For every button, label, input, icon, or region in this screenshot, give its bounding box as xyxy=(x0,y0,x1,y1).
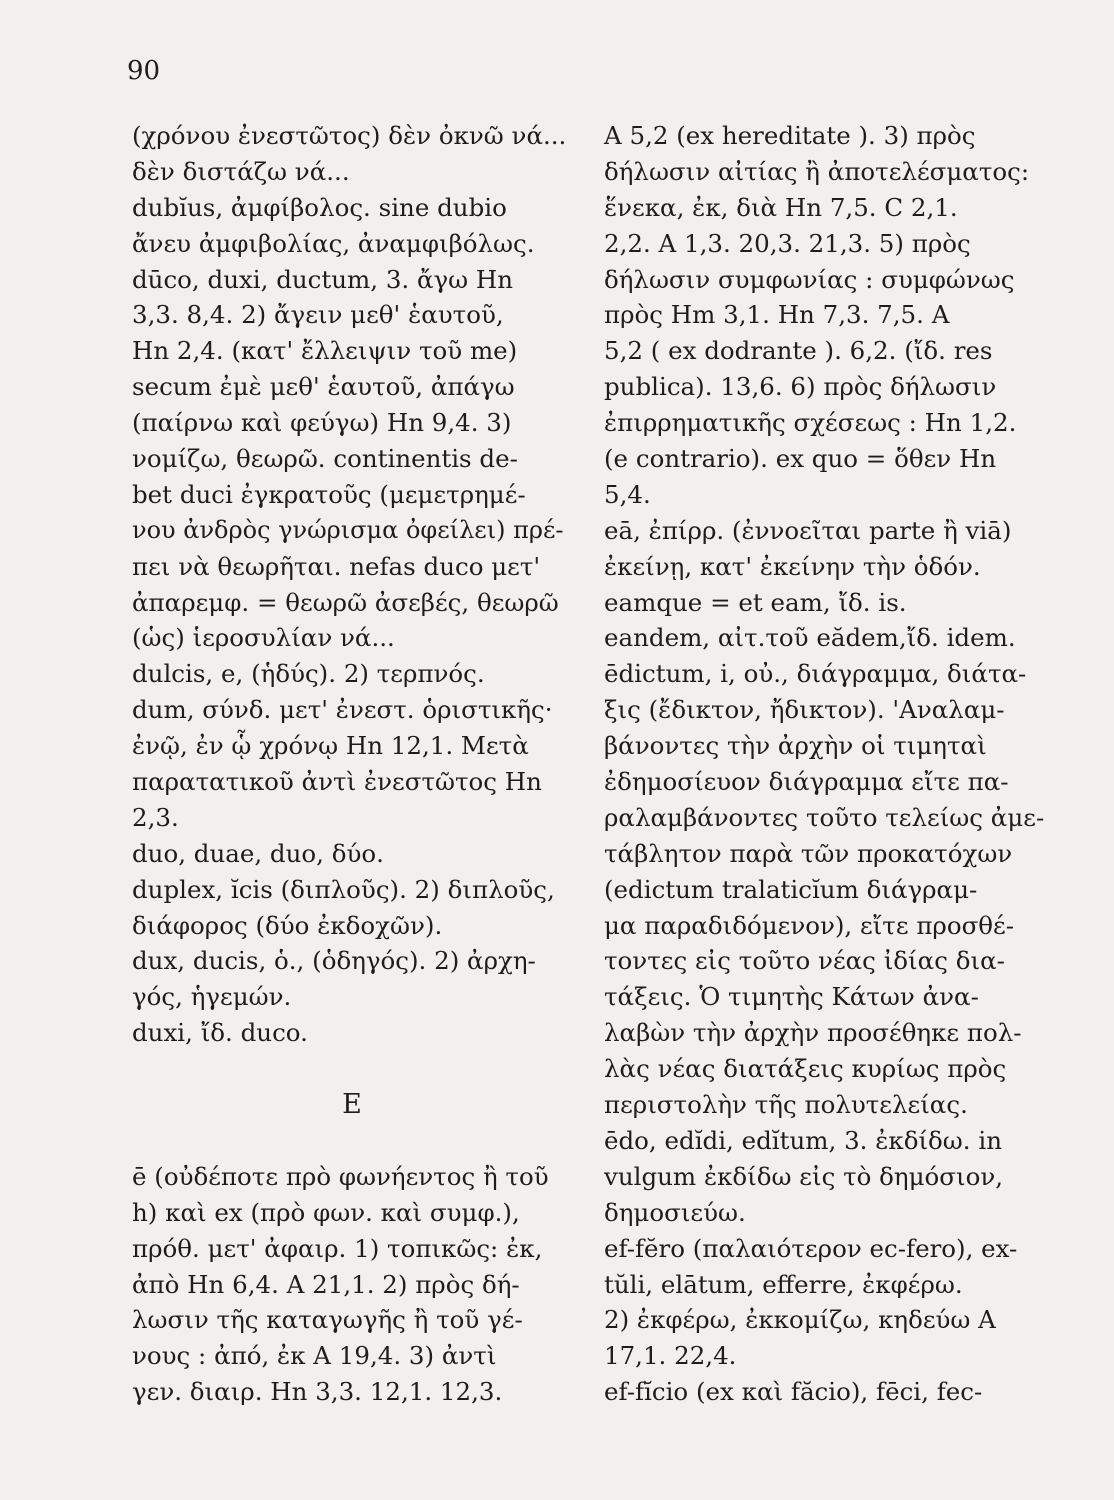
text-line: ραλαμβάνοντες τοῦτο τελείως ἀμε- xyxy=(604,802,1045,832)
text-line: publica). 13,6. 6) πρὸς δήλωσιν xyxy=(604,372,997,402)
text-line: dux, ducis, ὁ., (ὁδηγός). 2) ἀρχη- xyxy=(132,946,536,976)
text-line: ē (οὐδέποτε πρὸ φωνήεντος ἢ τοῦ xyxy=(132,1161,549,1191)
text-line: πρόθ. μετ' ἀφαιρ. 1) τοπικῶς: ἐκ, xyxy=(132,1233,543,1263)
text-line: πρὸς Hm 3,1. Hn 7,3. 7,5. A xyxy=(604,300,950,330)
text-line: (παίρνω καὶ φεύγω) Hn 9,4. 3) xyxy=(132,408,512,438)
text-line: 5,2 ( ex dodrante ). 6,2. (ἴδ. res xyxy=(604,336,993,366)
text-line: ἐκείνῃ, κατ' ἐκείνην τὴν ὁδόν. xyxy=(604,551,981,581)
text-line: ἀπὸ Hn 6,4. A 21,1. 2) πρὸς δή- xyxy=(132,1269,520,1299)
text-line: ἀπαρεμφ. = θεωρῶ ἀσεβές, θεωρῶ xyxy=(132,587,559,617)
text-line: ἐδημοσίευον διάγραμμα εἴτε πα- xyxy=(604,767,1009,797)
text-line: 3,3. 8,4. 2) ἄγειν μεθ' ἑαυτοῦ, xyxy=(132,300,504,330)
text-line: (ὡς) ἱεροσυλίαν νά... xyxy=(132,623,395,653)
text-line: Hn 2,4. (κατ' ἔλλειψιν τοῦ me) xyxy=(132,336,518,366)
spacer xyxy=(132,1051,572,1087)
text-line: 2,2. A 1,3. 20,3. 21,3. 5) πρὸς xyxy=(604,228,971,258)
text-line: vulgum ἐκδίδω εἰς τὸ δημόσιον, xyxy=(604,1161,1004,1191)
text-line: secum ἐμὲ μεθ' ἑαυτοῦ, ἀπάγω xyxy=(132,372,515,402)
text-line: 2,3. xyxy=(132,802,179,832)
section-heading: E xyxy=(342,1089,362,1121)
text-line: ef-fĕro (παλαιότερον ec-fero), ex- xyxy=(604,1233,1018,1263)
text-line: eamque = et eam, ἴδ. is. xyxy=(604,587,907,617)
text-line: dūco, duxi, ductum, 3. ἄγω Hn xyxy=(132,264,514,294)
text-line: λαβὼν τὴν ἀρχὴν προσέθηκε πολ- xyxy=(604,1018,1022,1048)
text-line: ἄνευ ἀμφιβολίας, ἀναμφιβόλως. xyxy=(132,228,535,258)
text-line: δημοσιεύω. xyxy=(604,1197,746,1227)
text-line: duxi, ἴδ. duco. xyxy=(132,1018,308,1048)
text-line: duplex, ĭcis (διπλοῦς). 2) διπλοῦς, xyxy=(132,874,555,904)
text-line: τάξεις. Ὁ τιμητὴς Κάτων ἀνα- xyxy=(604,982,979,1012)
text-line: παρατατικοῦ ἀντὶ ἐνεστῶτος Hn xyxy=(132,767,542,797)
text-line: ēdictum, i, οὐ., διάγραμμα, διάτα- xyxy=(604,659,1027,689)
text-line: ἐνῷ, ἐν ᾧ χρόνῳ Hn 12,1. Μετὰ xyxy=(132,731,529,761)
text-line: (edictum tralaticĭum διάγραμ- xyxy=(604,874,978,904)
text-line: ēdo, edĭdi, edĭtum, 3. ἐκδίδω. in xyxy=(604,1125,1002,1155)
text-line: dum, σύνδ. μετ' ἐνεστ. ὁριστικῆς· xyxy=(132,695,553,725)
page-number: 90 xyxy=(127,56,161,86)
text-line: διάφορος (δύο ἐκδοχῶν). xyxy=(132,910,443,940)
text-line: (e contrario). ex quo = ὅθεν Hn xyxy=(604,444,997,474)
text-line: A 5,2 (ex hereditate ). 3) πρὸς xyxy=(604,121,976,150)
text-line: ef-fĭcio (ex καὶ făcio), fēci, fec- xyxy=(604,1377,983,1407)
text-line: ἐπιρρηματικῆς σχέσεως : Hn 1,2. xyxy=(604,408,1017,438)
text-line: eā, ἐπίρρ. (ἐννοεῖται parte ἢ viā) xyxy=(604,515,1012,545)
text-line: γεν. διαιρ. Hn 3,3. 12,1. 12,3. xyxy=(132,1377,503,1407)
text-line: 5,4. xyxy=(604,479,651,509)
text-line: μα παραδιδόμενον), εἴτε προσθέ- xyxy=(604,910,1015,940)
text-line: περιστολὴν τῆς πολυτελείας. xyxy=(604,1090,968,1120)
text-line: δήλωσιν συμφωνίας : συμφώνως xyxy=(604,264,1015,294)
spacer xyxy=(132,1123,572,1159)
text-line: βάνοντες τὴν ἀρχὴν οἱ τιμηταὶ xyxy=(604,731,987,761)
text-line: dulcis, e, (ἡδύς). 2) τερπνός. xyxy=(132,659,485,689)
left-column xyxy=(132,118,572,1410)
text-line: νομίζω, θεωρῶ. continentis de- xyxy=(132,444,518,474)
text-line: ξις (ἔδικτον, ἤδικτον). 'Αναλαμ- xyxy=(604,695,1005,725)
text-line: δήλωσιν αἰτίας ἢ ἀποτελέσματος: xyxy=(604,156,1030,186)
text-line: eandem, αἰτ.τοῦ eădem,ἴδ. idem. xyxy=(604,623,1016,653)
text-line: πει νὰ θεωρῆται. nefas duco μετ' xyxy=(132,551,541,581)
text-line: νου ἀνδρὸς γνώρισμα ὀφείλει) πρέ- xyxy=(132,515,564,544)
text-line: (χρόνου ἐνεστῶτος) δὲν ὀκνῶ νά... xyxy=(132,121,567,150)
text-line: dubĭus, ἀμφίβολος. sine dubio xyxy=(132,192,507,222)
text-line: 17,1. 22,4. xyxy=(604,1341,737,1371)
text-line: λωσιν τῆς καταγωγῆς ἢ τοῦ γέ- xyxy=(132,1305,523,1335)
text-line: δὲν διστάζω νά... xyxy=(132,156,350,186)
text-line: duo, duae, duo, δύο. xyxy=(132,838,384,868)
text-line: 2) ἐκφέρω, ἐκκομίζω, κηδεύω A xyxy=(604,1305,996,1335)
text-line: h) καὶ ex (πρὸ φων. καὶ συμφ.), xyxy=(132,1197,520,1227)
text-line: tŭli, elātum, efferre, ἐκφέρω. xyxy=(604,1269,963,1299)
text-line: γός, ἡγεμών. xyxy=(132,982,292,1012)
right-column xyxy=(604,118,1049,1410)
text-line: τοντες εἰς τοῦτο νέας ἰδίας δια- xyxy=(604,946,1005,976)
text-line: ἕνεκα, ἐκ, διὰ Hn 7,5. C 2,1. xyxy=(604,192,958,222)
text-line: νους : ἀπό, ἐκ A 19,4. 3) ἀντὶ xyxy=(132,1341,497,1371)
text-line: τάβλητον παρὰ τῶν προκατόχων xyxy=(604,838,1013,868)
text-line: bet duci ἐγκρατοῦς (μεμετρημέ- xyxy=(132,479,526,509)
text-line: λὰς νέας διατάξεις κυρίως πρὸς xyxy=(604,1054,1007,1084)
